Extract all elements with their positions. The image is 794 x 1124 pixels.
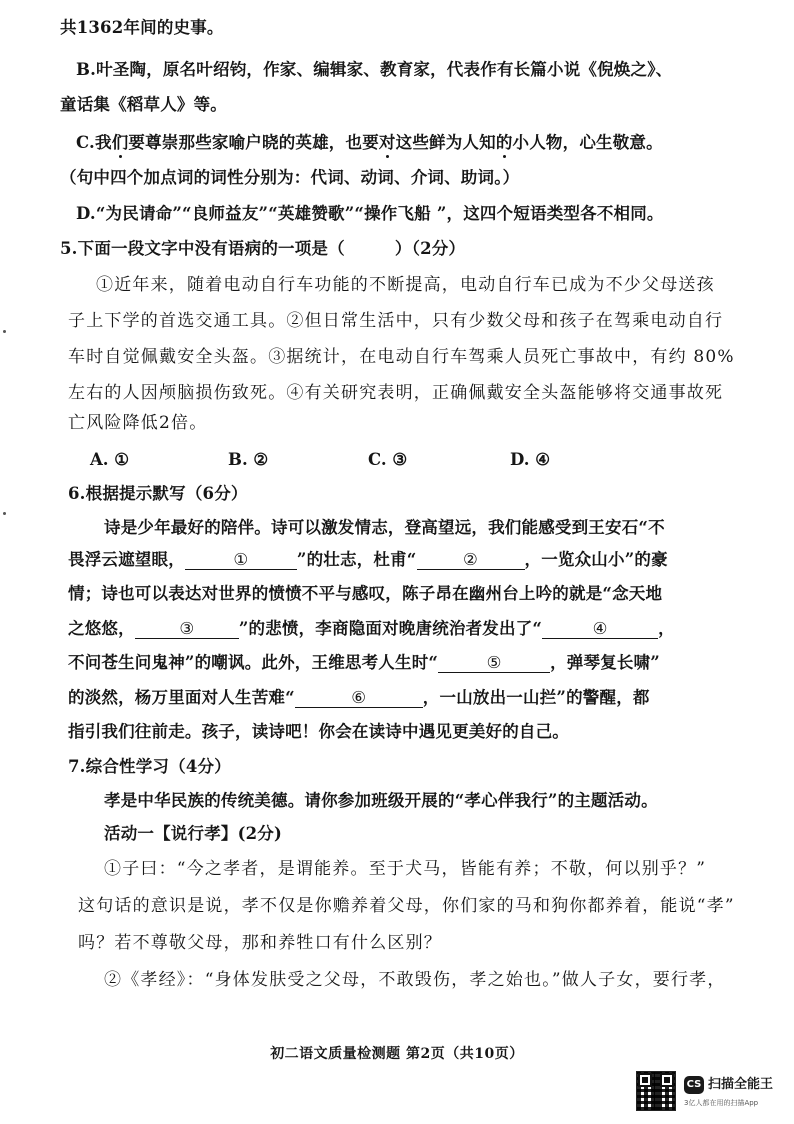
text: 的淡然，杨万里面对人生苦难“ (68, 688, 295, 707)
q4-option-b-cont: 童话集《稻草人》等。 (60, 95, 227, 114)
text: ，一览众山小”的豪 (524, 550, 668, 569)
dotted-word-3: 对 (378, 133, 396, 152)
text: 之悠悠， (68, 619, 135, 638)
scanner-app-tagline: 3亿人都在用的扫描App (684, 1099, 759, 1107)
text: ，一山放出一山拦”的警醒，都 (422, 688, 650, 707)
sentence-part: 小人物，心生敬意。 (512, 133, 663, 152)
q6-passage-line (68, 688, 650, 708)
sentence-part: 尊崇那些家喻户晓的英雄，也要 (145, 133, 379, 152)
q4-option-d: D.“为民请命”“良师益友”“英雄赞歌”“操作飞船 ”，这四个短语类型各不相同。 (76, 204, 664, 223)
q6-passage-line: 情；诗也可以表达对世界的愤愤不平与感叹，陈子昂在幽州台上吟的就是“念天地 (68, 584, 663, 603)
q7-activity-1-title: 活动一【说行孝】(2分) (104, 824, 282, 843)
q4-option-b: B.叶圣陶，原名叶绍钧，作家、编辑家、教育家，代表作有长篇小说《倪焕之》、 (76, 60, 673, 79)
q5-option-c: C. ③ (368, 450, 408, 469)
fill-blank-1[interactable]: ① (185, 551, 297, 570)
q5-passage-line: ①近年来，随着电动自行车功能的不断提高，电动自行车已成为不少父母送孩 (96, 275, 715, 295)
q7-activity-text: 吗？若不尊敬父母，那和养牲口有什么区别？ (78, 933, 442, 953)
line-prev-continuation: 共1362年间的史事。 (60, 18, 224, 37)
q6-passage-line: 指引我们往前走。孩子，读诗吧！你会在读诗中遇见更美好的自己。 (68, 722, 569, 741)
q6-passage-line (68, 653, 660, 673)
fill-blank-3[interactable]: ③ (135, 620, 239, 639)
scan-dot (3, 512, 6, 515)
fill-blank-6[interactable]: ⑥ (295, 689, 423, 708)
text: ，弹琴复长啸” (550, 653, 660, 672)
q5-stem: 5.下面一段文字中没有语病的一项是（ ）（2分） (60, 239, 466, 258)
scan-dot (3, 330, 6, 333)
q5-option-b: B. ② (228, 450, 269, 469)
text: ”的悲愤，李商隐面对晚唐统治者发出了“ (238, 619, 543, 638)
text: 不问苍生问鬼神”的嘲讽。此外，王维思考人生时“ (68, 653, 439, 672)
q7-activity-text: 这句话的意识是说，孝不仅是你赡养着父母，你们家的马和狗你都养着，能说“孝” (78, 896, 735, 916)
q5-passage-line: 车时自觉佩戴安全头盔。③据统计，在电动自行车驾乘人员死亡事故中，有约 80% (68, 347, 735, 367)
fill-blank-4[interactable]: ④ (542, 620, 658, 639)
q4-option-c (76, 133, 663, 153)
q5-option-a: A. ① (90, 450, 130, 469)
q6-passage-line (68, 550, 668, 570)
q5-passage-line: 亡风险降低2倍。 (68, 413, 208, 433)
q7-activity-text: ②《孝经》：“身体发肤受之父母，不敢毁伤，孝之始也。”做人子女，要行孝， (104, 970, 726, 990)
camscanner-logo-icon: CS (684, 1076, 704, 1094)
text: 畏浮云遮望眼， (68, 550, 185, 569)
page-footer: 初二语文质量检测题 第2页（共10页） (270, 1046, 524, 1062)
sentence-part: 这些鲜为人知 (395, 133, 496, 152)
q5-option-d: D. ④ (510, 450, 551, 469)
q5-passage-line: 子上下学的首选交通工具。②但日常生活中，只有少数父母和孩子在驾乘电动自行 (68, 311, 724, 331)
fill-blank-2[interactable]: ② (417, 551, 525, 570)
q6-stem: 6.根据提示默写（6分） (68, 484, 248, 503)
q7-activity-text: ①子曰：“今之孝者，是谓能养。至于犬马，皆能有养；不敬，何以别乎？” (104, 859, 707, 879)
text: ”的壮志，杜甫“ (296, 550, 417, 569)
text: ， (658, 619, 675, 638)
dotted-word-4: 的 (495, 133, 513, 152)
q6-passage-line: 诗是少年最好的陪伴。诗可以激发情志，登高望远，我们能感受到王安石“不 (104, 518, 665, 537)
dotted-word-1: 我们要 (95, 133, 146, 152)
qr-code-icon (636, 1071, 676, 1111)
q5-passage-line: 左右的人因颅脑损伤致死。④有关研究表明，正确佩戴安全头盔能够将交通事故死 (68, 383, 724, 403)
q6-passage-line (68, 619, 675, 639)
q7-stem: 7.综合性学习（4分） (68, 757, 231, 776)
option-letter: C. (76, 133, 95, 152)
q4-option-c-note: （句中四个加点词的词性分别为：代词、动词、介词、助词。） (60, 168, 520, 187)
fill-blank-5[interactable]: ⑤ (438, 654, 550, 673)
q7-intro: 孝是中华民族的传统美德。请你参加班级开展的“孝心伴我行”的主题活动。 (104, 791, 658, 810)
scanner-app-name: 扫描全能王 (708, 1077, 774, 1092)
